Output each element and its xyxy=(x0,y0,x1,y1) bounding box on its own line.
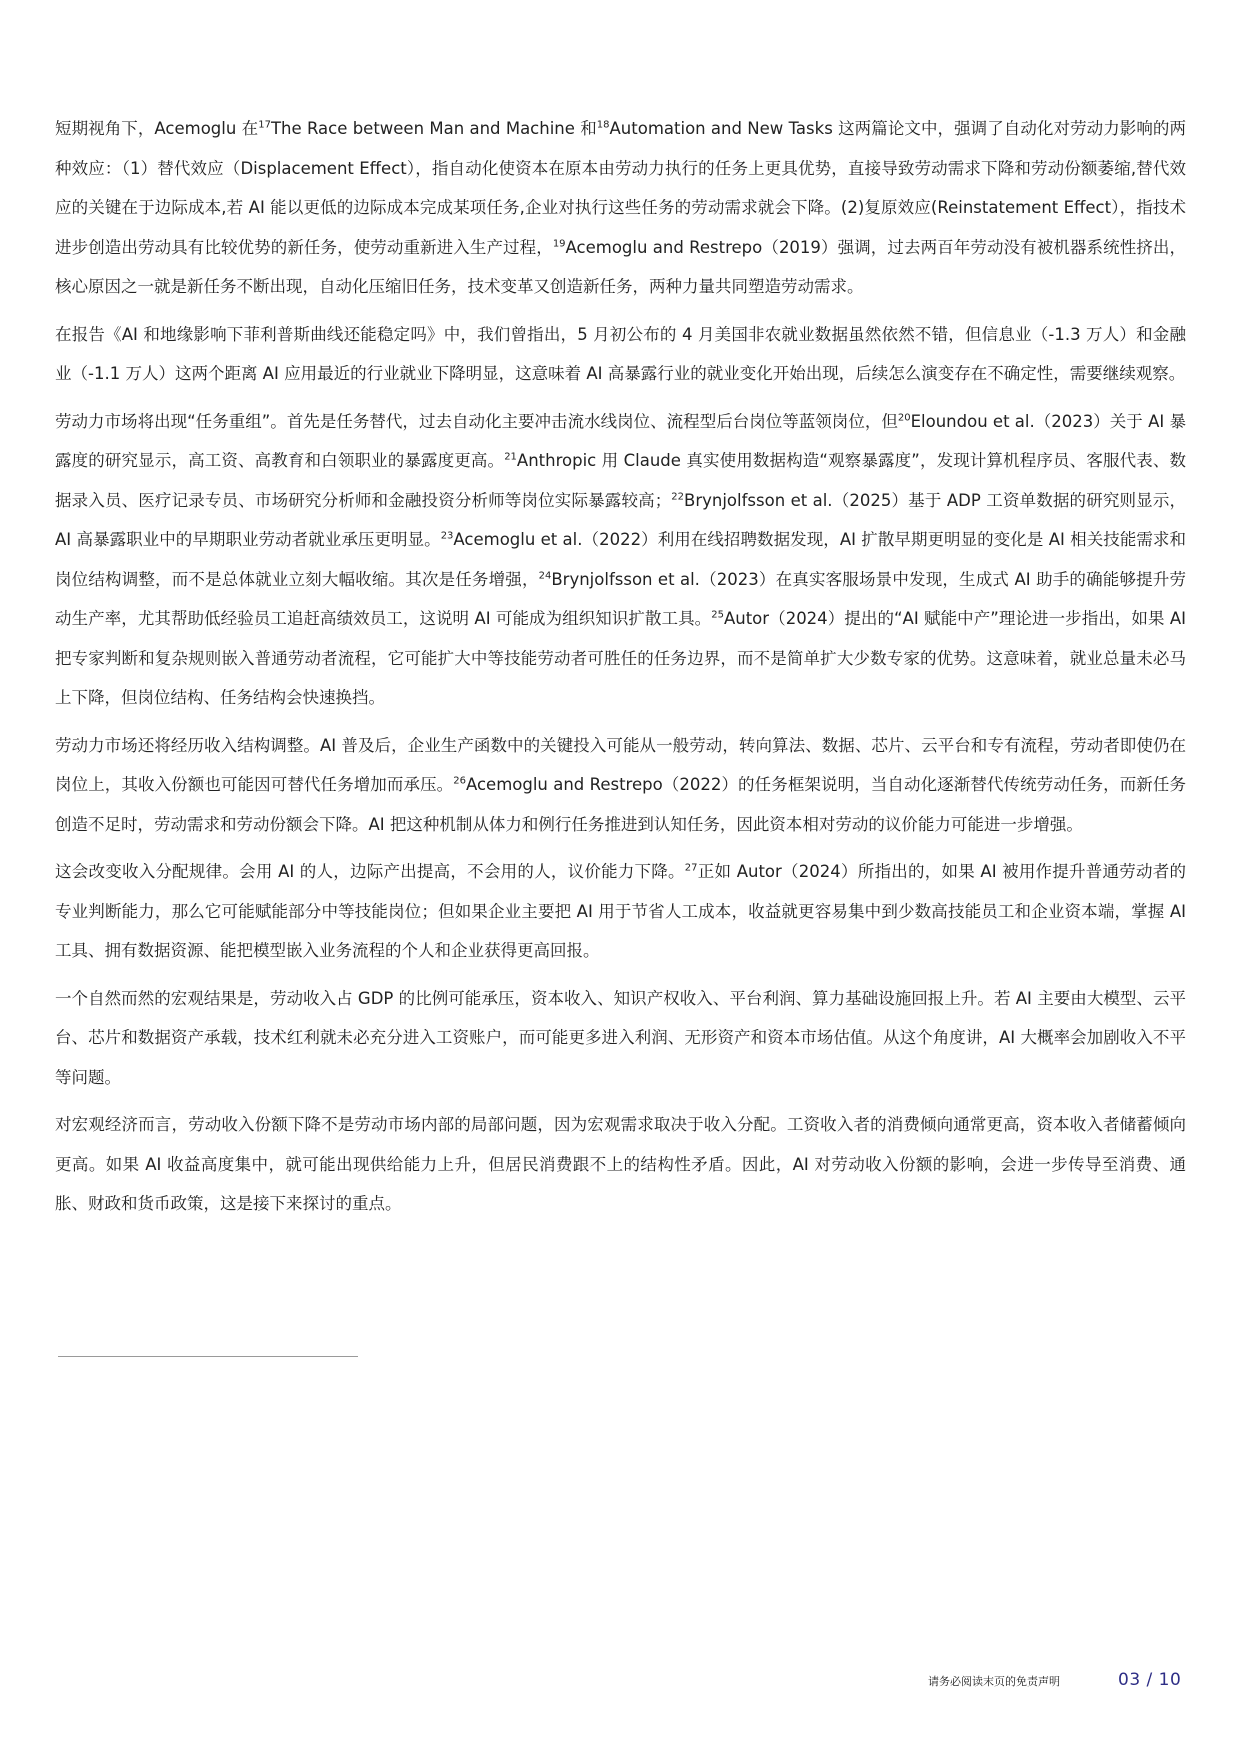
body-paragraph xyxy=(55,726,1186,845)
footnote-reference: 26 xyxy=(453,775,466,787)
body-paragraph xyxy=(55,402,1186,718)
body-paragraph xyxy=(55,852,1186,971)
body-paragraph xyxy=(55,979,1186,1098)
footnote-reference: 20 xyxy=(897,412,911,423)
page-number: 03 / 10 xyxy=(1118,1670,1182,1690)
paragraph-text: Eloundou et al.（2023）关于 AI 暴露度的研究显示，高工资、高教育和白领职业的暴露度更高。 xyxy=(55,411,1186,470)
paragraph-text: Acemoglu and Restrepo（2022）的任务框架说明，当自动化逐渐替代传统劳动任务，而新任务创造不足时，劳动需求和劳动份额会下降。AI 把这种机制从体力和例行任务推进到认知任务，因此资本相对劳动的议价能力可能进一步增强。 xyxy=(55,775,1186,834)
paragraph-text: 对宏观经济而言，劳动收入份额下降不是劳动市场内部的局部问题，因为宏观需求取决于收入分配。工资收入者的消费倾向通常更高，资本收入者储蓄倾向更高。如果 AI 收益高度集中，就可能出现供给能力上升，但居民消费跟不上的结构性矛盾。因此，AI 对劳动收入份额的影响，会进一步传导至消费、通胀、财政和货币政策，这是接下来探讨的重点。 xyxy=(55,1115,1186,1213)
paragraph-list xyxy=(55,109,1186,1224)
paragraph-text: Brynjolfsson et al.（2025）基于 ADP 工资单数据的研究则显示，AI 高暴露职业中的早期职业劳动者就业承压更明显。 xyxy=(55,490,1187,549)
paragraph-text: 在报告《AI 和地缘影响下菲利普斯曲线还能稳定吗》中，我们曾指出，5 月初公布的 4 月美国非农就业数据虽然依然不错，但信息业（-1.3 万人）和金融业（-1.1 万人）这两个距离 AI 应用最近的行业就业下降明显，这意味着 AI 高暴露行业的就业变化开始出现，后续怎么演变存在不确定性，需要继续观察。 xyxy=(55,324,1186,383)
footnote-reference: 25 xyxy=(711,609,724,621)
paragraph-text: 劳动力市场还将经历收入结构调整。AI 普及后，企业生产函数中的关键投入可能从一般劳动，转向算法、数据、芯片、云平台和专有流程，劳动者即使仍在岗位上，其收入份额也可能因可替代任务增加而承压。 xyxy=(55,735,1186,794)
paragraph-text: 一个自然而然的宏观结果是，劳动收入占 GDP 的比例可能承压，资本收入、知识产权收入、平台利润、算力基础设施回报上升。若 AI 主要由大模型、云平台、芯片和数据资产承载，技术红利就未必充分进入工资账户，而可能更多进入利润、无形资产和资本市场估值。从这个角度讲，AI 大概率会加剧收入不平等问题。 xyxy=(55,988,1186,1087)
paragraph-text: 正如 Autor（2024）所指出的，如果 AI 被用作提升普通劳动者的专业判断能力，那么它可能赋能部分中等技能岗位；但如果企业主要把 AI 用于节省人工成本，收益就更容易集中到少数高技能员工和企业资本端，掌握 AI 工具、拥有数据资源、能把模型嵌入业务流程的个人和企业获得更高回报。 xyxy=(55,862,1186,960)
body-paragraph xyxy=(55,109,1186,307)
footnote-reference: 23 xyxy=(440,530,454,542)
paragraph-text: Brynjolfsson et al.（2023）在真实客服场景中发现，生成式 AI 助手的确能够提升劳动生产率，尤其帮助低经验员工追赶高绩效员工，这说明 AI 可能成为组织知识扩散工具。 xyxy=(55,569,1186,628)
disclaimer-note: 请务必阅读末页的免责声明 xyxy=(928,1675,1060,1688)
footnote-reference: 18 xyxy=(596,119,610,131)
paragraph-text: 劳动力市场将出现“任务重组”。首先是任务替代，过去自动化主要冲击流水线岗位、流程型后台岗位等蓝领岗位，但 xyxy=(55,411,898,431)
footnote-divider xyxy=(58,1356,358,1357)
document-body xyxy=(55,109,1186,1232)
paragraph-text: Acemoglu and Restrepo（2019）强调，过去两百年劳动没有被机器系统性挤出，核心原因之一就是新任务不断出现，自动化压缩旧任务，技术变革又创造新任务，两种力量共同塑造劳动需求。 xyxy=(55,237,1186,296)
footnote-reference: 17 xyxy=(258,119,271,131)
paragraph-text: Autor（2024）提出的“AI 赋能中产”理论进一步指出，如果 AI 把专家判断和复杂规则嵌入普通劳动者流程，它可能扩大中等技能劳动者可胜任的任务边界，而不是简单扩大少数专家的优势。这意味着，就业总量未必马上下降，但岗位结构、任务结构会快速换挡。 xyxy=(55,609,1186,707)
footnote-reference: 19 xyxy=(552,238,566,249)
footnote-reference: 21 xyxy=(504,451,517,463)
body-paragraph xyxy=(55,315,1186,394)
paragraph-text: The Race between Man and Machine 和 xyxy=(270,119,597,138)
paragraph-text: Anthropic 用 Claude 真实使用数据构造“观察暴露度”，发现计算机程序员、客服代表、数据录入员、医疗记录专员、市场研究分析师和金融投资分析师等岗位实际暴露较高； xyxy=(55,451,1187,510)
paragraph-text: Acemoglu et al.（2022）利用在线招聘数据发现，AI 扩散早期更明显的变化是 AI 相关技能需求和岗位结构调整，而不是总体就业立刻大幅收缩。其次是任务增强， xyxy=(55,530,1186,589)
body-paragraph xyxy=(55,1105,1186,1224)
footnote-reference: 27 xyxy=(684,862,698,874)
footnote-reference: 24 xyxy=(538,570,552,581)
paragraph-text: 短期视角下，Acemoglu 在 xyxy=(55,119,259,138)
paragraph-text: Automation and New Tasks 这两篇论文中，强调了自动化对劳动力影响的两种效应：（1）替代效应（Displacement Effect），指自动化使资本在原本由劳动力执行的任务上更具优势，直接导致劳动需求下降和劳动份额萎缩,替代效应的关键在于边际成本,若 AI 能以更低的边际成本完成某项任务,企业对执行这些任务的劳动需求就会下降。(2)复原效应(Reinstatement Effect），指技术进步创造出劳动具有比较优势的新任务，使劳动重新进入生产过程， xyxy=(55,119,1186,257)
footnote-reference: 22 xyxy=(671,491,685,502)
paragraph-text: 这会改变收入分配规律。会用 AI 的人，边际产出提高，不会用的人，议价能力下降。 xyxy=(55,862,685,881)
